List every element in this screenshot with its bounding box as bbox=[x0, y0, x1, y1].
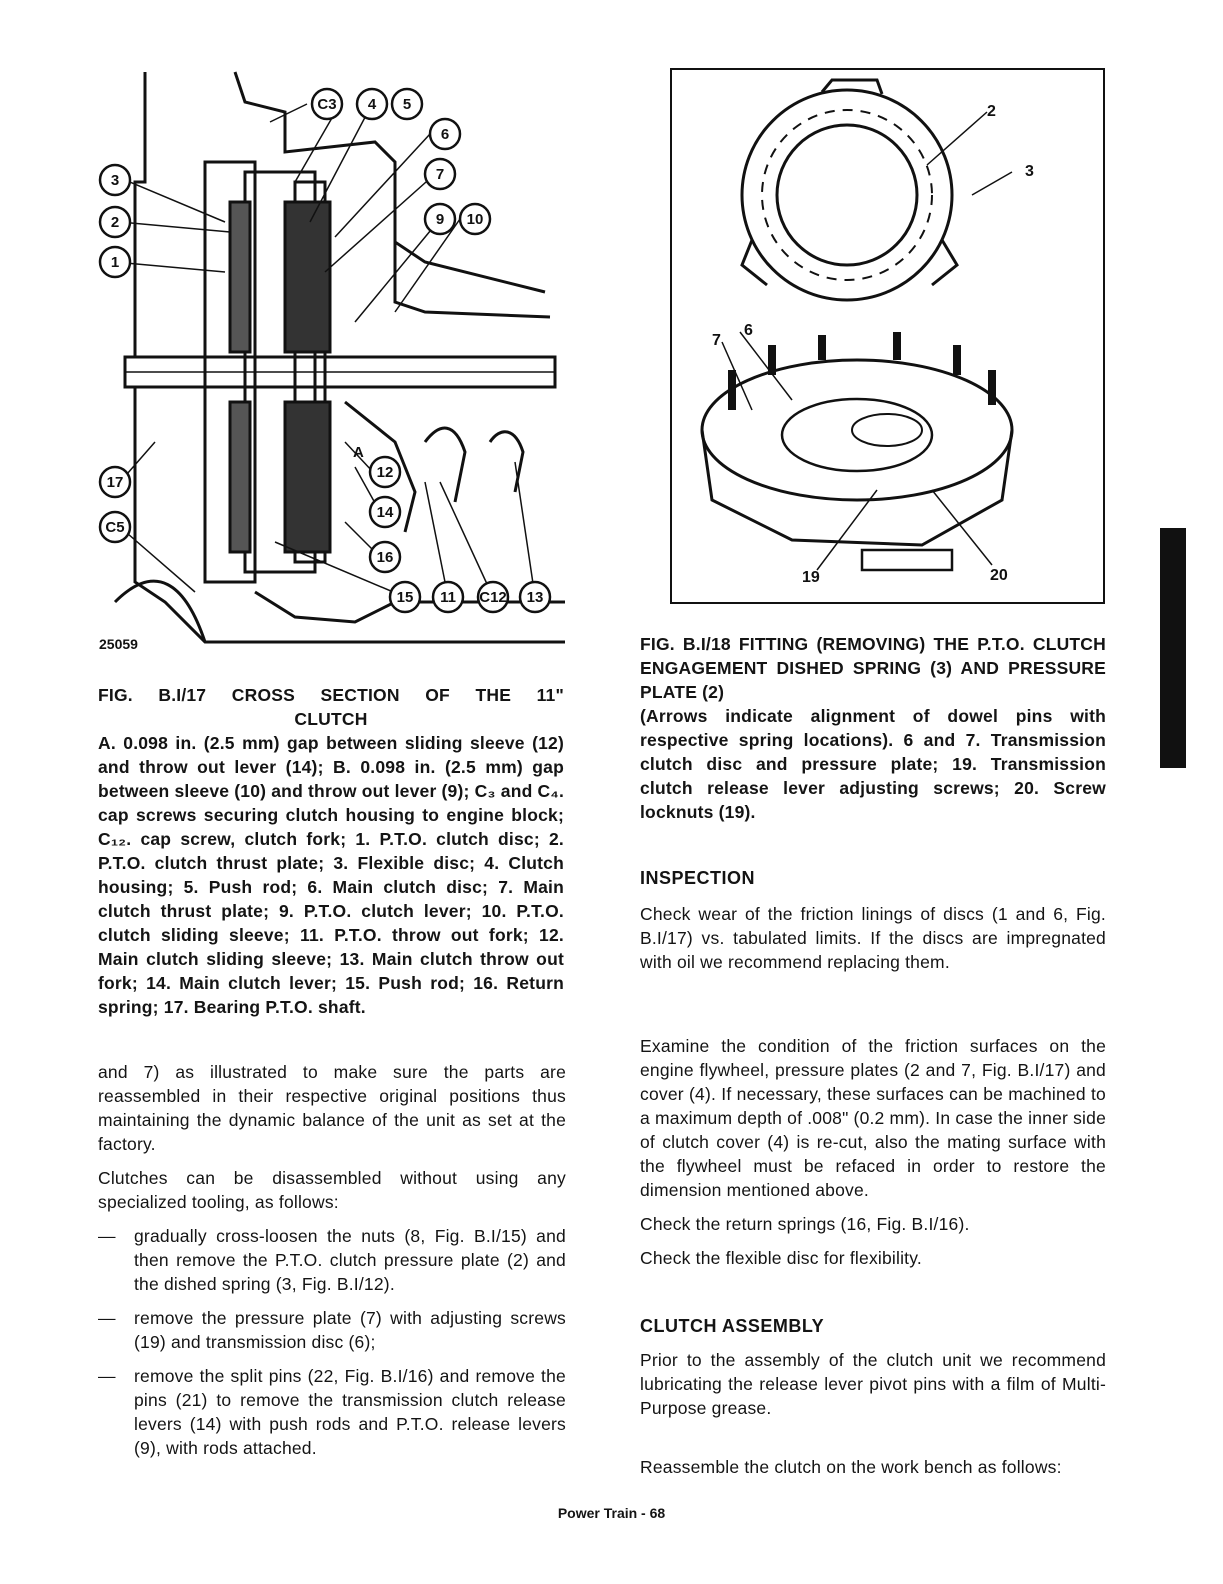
callout-15: 15 bbox=[396, 589, 414, 606]
list-item bbox=[98, 1306, 566, 1354]
caption-title: FIG. B.I/17 CROSS SECTION OF THE 11" bbox=[98, 685, 564, 705]
page-number: Power Train - 68 bbox=[557, 1505, 666, 1521]
list-item bbox=[98, 1364, 566, 1460]
callout-12: 12 bbox=[376, 464, 394, 481]
paragraph-flexible-disc: Check the flexible disc for flexibility. bbox=[640, 1248, 922, 1268]
list-dash: — bbox=[98, 1366, 116, 1386]
list-item-text: remove the split pins (22, Fig. B.I/16) and remove the pins (21) to remove the transmission clutch release levers (14) with push rods and P.T.O. release levers (9), with rods attached. bbox=[134, 1366, 566, 1458]
inspection-heading bbox=[640, 868, 755, 889]
callout-20: 20 bbox=[990, 567, 1008, 584]
callout-6: 6 bbox=[744, 322, 753, 339]
caption-legend: A. 0.098 in. (2.5 mm) gap between sliding sleeve (12) and throw out lever (14); B. 0.098 in. (2.5 mm) gap between sleeve (10) and throw out lever (9); C₃ and C₄. cap screws securing clutch housing to engine block; C₁₂. cap screw, clutch fork; 1. P.T.O. clutch disc; 2. P.T.O. clutch thrust plate; 3. Flexible disc; 4. Clutch housing; 5. Push rod; 6. Main clutch disc; 7. Main clutch thrust plate; 9. P.T.O. clutch lever; 10. P.T.O. clutch sliding sleeve; 11. P.T.O. throw out fork; 12. Main clutch sliding sleeve; 13. Main clutch throw out fork; 14. Main clutch lever; 15. Push rod; 16. Return spring; 17. Bearing P.T.O. shaft. bbox=[98, 733, 564, 1017]
paragraph-disassembly-intro: Clutches can be disassembled without using any specialized tooling, as follows: bbox=[98, 1168, 566, 1212]
callout-c3: C3 bbox=[317, 96, 337, 113]
left-column-text bbox=[98, 1060, 566, 1470]
callout-2: 2 bbox=[110, 214, 120, 231]
list-item-text: gradually cross-loosen the nuts (8, Fig. B.I/15) and then remove the P.T.O. clutch pressure plate (2) and the dished spring (3, Fig. B.I/12). bbox=[134, 1226, 566, 1294]
list-dash: — bbox=[98, 1308, 116, 1328]
callout-4: 4 bbox=[367, 96, 377, 113]
dished-spring-pressure-plate-drawing bbox=[672, 70, 1102, 601]
dimension-label-a: A bbox=[353, 444, 364, 461]
assembly-heading bbox=[640, 1316, 824, 1337]
callout-c12: C12 bbox=[479, 589, 507, 606]
callout-13: 13 bbox=[526, 589, 544, 606]
paragraph-reassemble: Reassemble the clutch on the work bench as follows: bbox=[640, 1457, 1062, 1477]
callout-14: 14 bbox=[376, 504, 394, 521]
paragraph-inspection-discs: Check wear of the friction linings of discs (1 and 6, Fig. B.I/17) vs. tabulated limits. If the discs are impregnated with oil we recommend replacing them. bbox=[640, 904, 1106, 972]
inspection-section bbox=[640, 902, 1106, 984]
inspection-section-continued bbox=[640, 1034, 1106, 1280]
callout-5: 5 bbox=[402, 96, 412, 113]
callout-9: 9 bbox=[435, 211, 445, 228]
caption-title: FIG. B.I/18 FITTING (REMOVING) THE P.T.O. CLUTCH ENGAGEMENT DISHED SPRING (3) AND PRESSURE PLATE (2) bbox=[640, 634, 1106, 702]
paragraph-lubrication: Prior to the assembly of the clutch unit we recommend lubricating the release lever pivot pins with a film of Multi-Purpose grease. bbox=[640, 1350, 1106, 1418]
paragraph-inspection-surfaces: Examine the condition of the friction surfaces on the engine flywheel, pressure plates (2 and 7, Fig. B.I/17) and cover (4). If necessary, these surfaces can be machined to a maximum depth of .008" (0.2 mm). In case the inner side of clutch cover (4) is re-cut, also the mating surface with the flywheel must be refaced in order to restore the dimension mentioned above. bbox=[640, 1036, 1107, 1200]
callout-17: 17 bbox=[106, 474, 124, 491]
caption-legend: (Arrows indicate alignment of dowel pins with respective spring locations). 6 and 7. Transmission clutch disc and pressure plate; 19. Transmission clutch release lever adjusting screws; 20. Screw locknuts (19). bbox=[640, 706, 1106, 822]
figure-b-i-18-caption bbox=[640, 632, 1106, 824]
clutch-cross-section-drawing bbox=[95, 62, 565, 662]
paragraph-reassembly-note: and 7) as illustrated to make sure the parts are reassembled in their respective original positions thus maintaining the dynamic balance of the unit as set at the factory. bbox=[98, 1062, 566, 1154]
paragraph-return-springs: Check the return springs (16, Fig. B.I/16). bbox=[640, 1214, 970, 1234]
list-item-text: remove the pressure plate (7) with adjusting screws (19) and transmission disc (6); bbox=[134, 1308, 566, 1352]
page-footer bbox=[0, 1505, 1223, 1521]
callout-7: 7 bbox=[712, 332, 721, 349]
caption-title-line2: CLUTCH bbox=[294, 709, 368, 729]
callout-1: 1 bbox=[110, 254, 120, 271]
section-tab-marker bbox=[1160, 528, 1186, 768]
section-heading: CLUTCH ASSEMBLY bbox=[640, 1316, 825, 1336]
assembly-section-continued bbox=[640, 1455, 1106, 1489]
callout-3: 3 bbox=[1025, 163, 1034, 180]
callout-7: 7 bbox=[435, 166, 445, 183]
callout-2: 2 bbox=[987, 103, 996, 120]
callout-6: 6 bbox=[440, 126, 450, 143]
figure-b-i-17 bbox=[95, 62, 565, 662]
callout-c5: C5 bbox=[105, 519, 125, 536]
figure-image-id: 25059 bbox=[99, 636, 138, 652]
callout-3: 3 bbox=[110, 172, 120, 189]
callout-19: 19 bbox=[802, 569, 820, 586]
callout-16: 16 bbox=[376, 549, 394, 566]
list-dash: — bbox=[98, 1226, 116, 1246]
callout-10: 10 bbox=[466, 211, 484, 228]
list-item bbox=[98, 1224, 566, 1296]
figure-b-i-18 bbox=[670, 68, 1105, 604]
figure-b-i-17-caption bbox=[98, 683, 564, 1019]
assembly-section bbox=[640, 1348, 1106, 1430]
section-heading: INSPECTION bbox=[640, 868, 756, 888]
callout-11: 11 bbox=[440, 589, 456, 606]
